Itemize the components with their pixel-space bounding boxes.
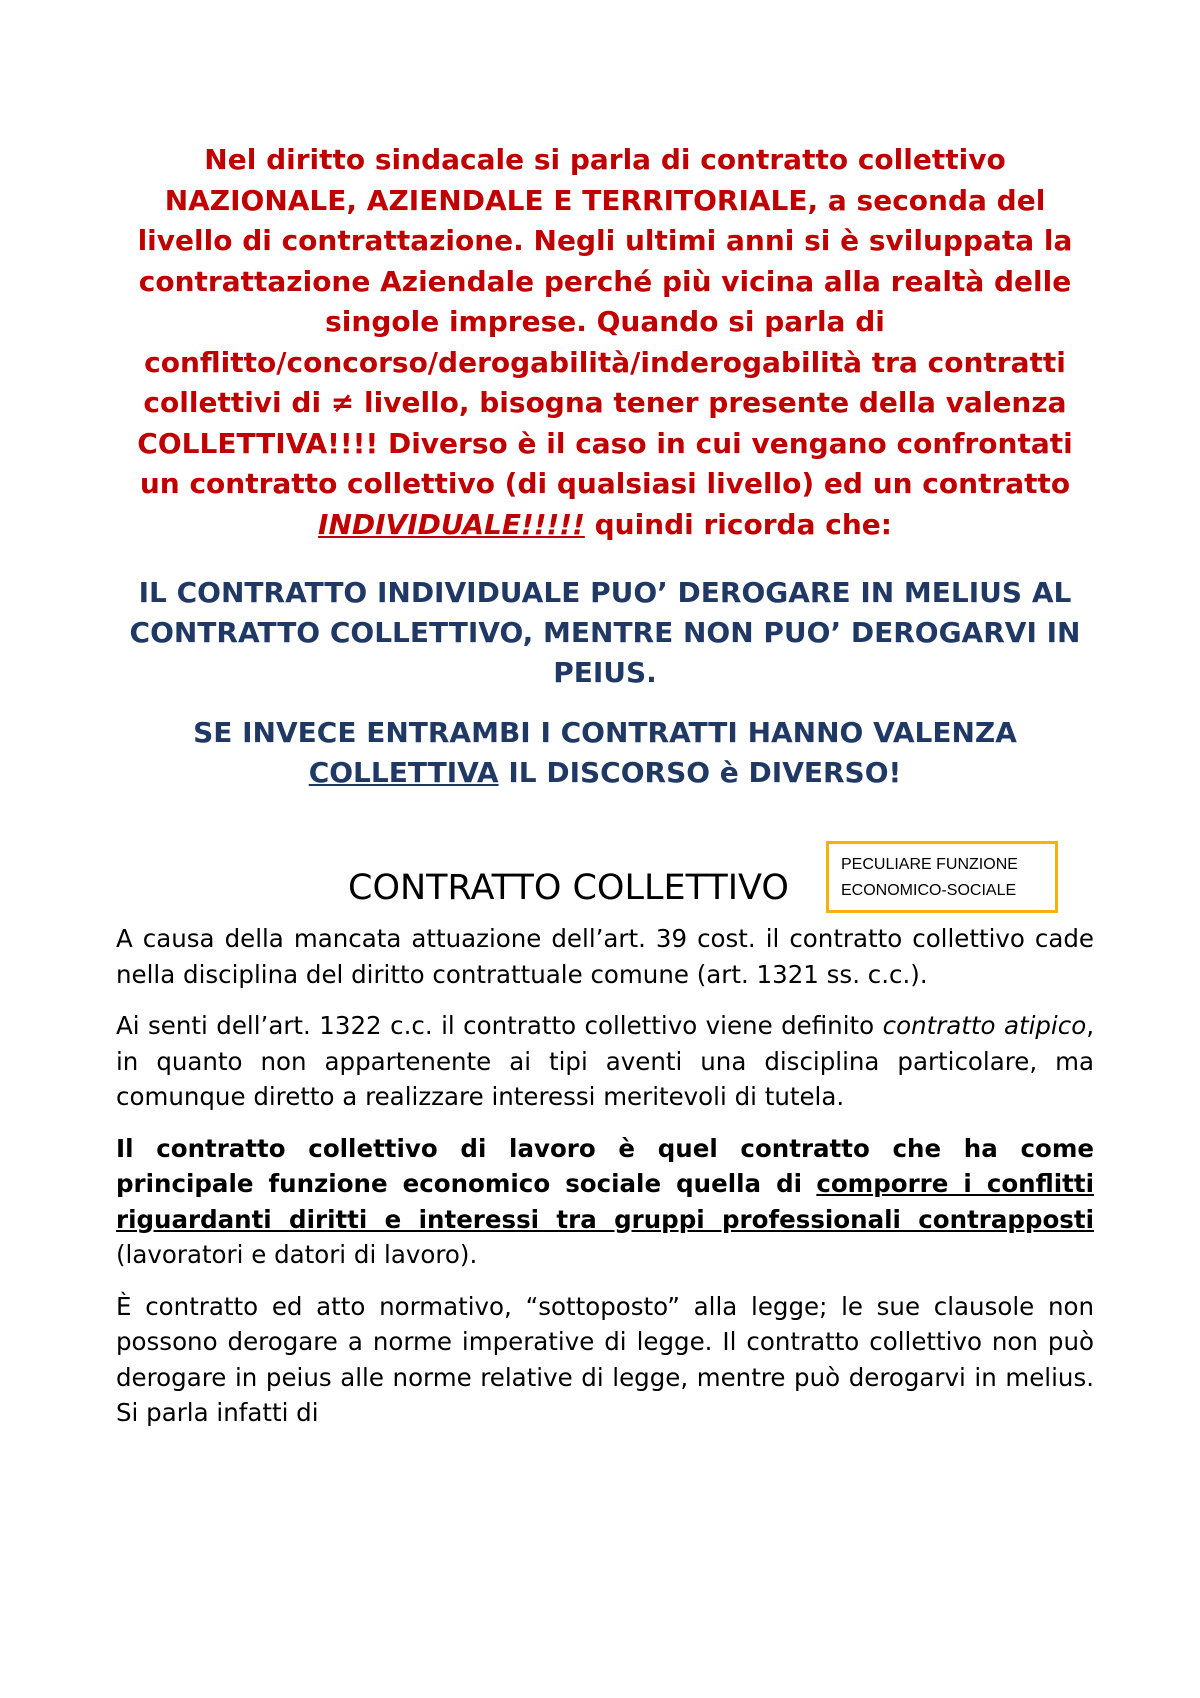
section-title: CONTRATTO COLLETTIVO xyxy=(348,868,789,908)
intro-text: Nel diritto sindacale si parla di contratto collettivo NAZIONALE, AZIENDALE E TERRITORIALE, a seconda del livello di contrattazione. Negli ultimi anni si è sviluppata la contrattazione Aziendale perché più vicina alla realtà delle singole imprese. Quando si parla di conflitto/concorso/derogabilità/inderogabilità tra contratti collettivi di ≠ livello, bisogna tener presente della valenza COLLETTIVA!!!! Diverso è il caso in cui vengano confrontati un contratto collettivo (di qualsiasi livello) ed un contratto xyxy=(137,143,1073,500)
paragraph-4: È contratto ed atto normativo, “sottoposto” alla legge; le sue clausole non possono derogare a norme imperative di legge. Il contratto collettivo non può derogare in peius alle norme relative di legge, mentre può derogarvi in melius. Si parla infatti di xyxy=(116,1291,1094,1427)
paragraph-1: A causa della mancata attuazione dell’art. 39 cost. il contratto collettivo cade nella disciplina del diritto contrattuale comune (art. 1321 ss. c.c.). xyxy=(116,924,1094,989)
paragraph-3 xyxy=(116,1131,1094,1273)
paragraph-2-end: , in quanto non appartenente ai tipi aventi una disciplina particolare, ma comunque diretto a realizzare interessi meritevoli di tutela. xyxy=(116,1011,1094,1111)
paragraph-2-italic: contratto atipico xyxy=(882,1011,1087,1040)
rule-2-text: SE INVECE ENTRAMBI I CONTRATTI HANNO VALENZA xyxy=(193,716,1017,749)
intro-text-end: quindi ricorda che: xyxy=(594,507,892,541)
paragraph-3-end: (lavoratori e datori di lavoro). xyxy=(116,1240,478,1269)
paragraph-3-bold: Il contratto collettivo di lavoro è quel contratto che ha come principale funzione economico sociale quella di xyxy=(116,1133,1094,1198)
paragraph-3-bold-underlined: comporre i conflitti riguardanti diritti e interessi tra gruppi professionali contrapposti xyxy=(116,1169,1094,1234)
intro-paragraph xyxy=(116,140,1094,545)
paragraph-2 xyxy=(116,1008,1094,1115)
rule-collective-contracts xyxy=(116,713,1094,793)
paragraph-2-start: Ai senti dell’art. 1322 c.c. il contratto collettivo viene definito xyxy=(116,1011,875,1040)
rule-2-text-end: IL DISCORSO è DIVERSO! xyxy=(508,756,902,789)
callout-line-2: ECONOMICO-SOCIALE xyxy=(841,882,1017,899)
rule-individual-contract: IL CONTRATTO INDIVIDUALE PUO’ DEROGARE IN MELIUS AL CONTRATTO COLLETTIVO, MENTRE NON PUO’ DEROGARVI IN PEIUS. xyxy=(129,576,1081,689)
rule-2-underlined: COLLETTIVA xyxy=(308,756,499,789)
callout-box xyxy=(826,841,1058,913)
body-text xyxy=(116,921,1094,1431)
section-heading-area xyxy=(116,856,1094,921)
intro-emphasis: INDIVIDUALE!!!!! xyxy=(318,507,585,541)
callout-line-1: PECULIARE FUNZIONE xyxy=(841,856,1018,873)
document-page xyxy=(116,140,1094,1431)
